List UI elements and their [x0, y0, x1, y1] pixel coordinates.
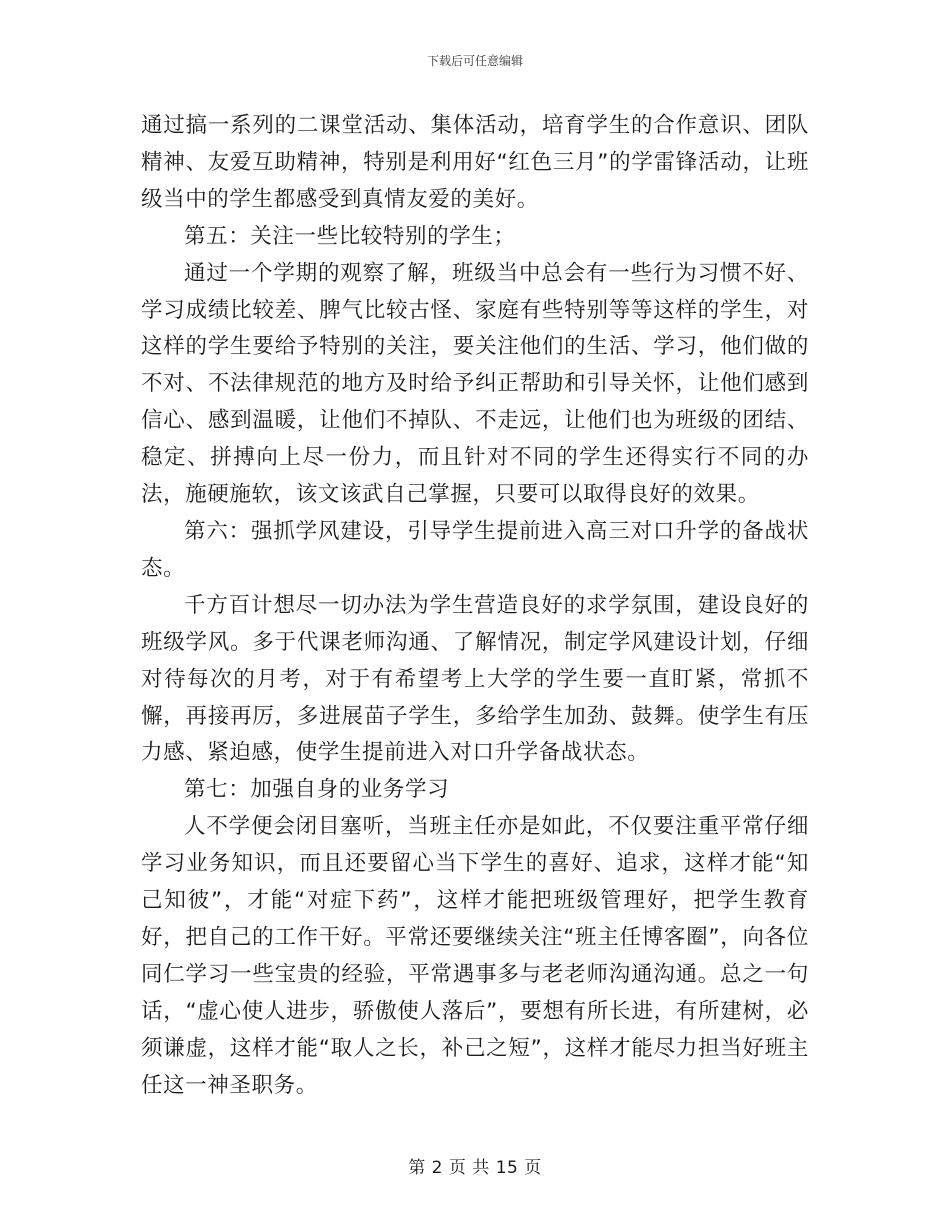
- paragraph-continuation: 通过搞一系列的二课堂活动、集体活动，培育学生的合作意识、团队精神、友爱互助精神，特别是利用好“红色三月”的学雷锋活动，让班级当中的学生都感受到真情友爱的美好。: [141, 113, 809, 212]
- section-heading-5: 第五：关注一些比较特别的学生；: [184, 223, 516, 249]
- section-heading-7: 第七：加强自身的业务学习: [184, 777, 450, 803]
- paragraph: 千方百计想尽一切办法为学生营造良好的求学氛围，建设良好的班级学风。多于代课老师沟通、了解情况，制定学风建设计划，仔细对待每次的月考，对于有希望考上大学的学生要一直盯紧，常抓不懈，再接再厉，多进展苗子学生，多给学生加劲、鼓舞。使学生有压力感、紧迫感，使学生提前进入对口升学备战状态。: [141, 592, 809, 766]
- section-heading-6: 第六：强抓学风建设，引导学生提前进入高三对口升学的备战状态。: [141, 518, 809, 581]
- document-body: [141, 108, 809, 1104]
- paragraph: 通过一个学期的观察了解，班级当中总会有一些行为习惯不好、学习成绩比较差、脾气比较古怪、家庭有些特别等等这样的学生，对这样的学生要给予特别的关注，要关注他们的生活、学习，他们做的不对、不法律规范的地方及时给予纠正帮助和引导关怀，让他们感到信心、感到温暖，让他们不掉队、不走远，让他们也为班级的团结、稳定、拼搏向上尽一份力，而且针对不同的学生还得实行不同的办法，施硬施软，该文该武自己掌握，只要可以取得良好的效果。: [141, 260, 809, 508]
- page-number-label: 第 2 页 共 15 页: [408, 1158, 542, 1178]
- page-footer: [0, 1153, 950, 1178]
- paragraph: 人不学便会闭目塞听，当班主任亦是如此，不仅要注重平常仔细学习业务知识，而且还要留心当下学生的喜好、追求，这样才能“知己知彼”，才能“对症下药”，这样才能把班级管理好，把学生教育好，把自己的工作干好。平常还要继续关注“班主任博客圈”，向各位同仁学习一些宝贵的经验，平常遇事多与老老师沟通沟通。总之一句话，“虚心使人进步，骄傲使人落后”，要想有所长进，有所建树，必须谦虚，这样才能“取人之长，补己之短”，这样才能尽力担当好班主任这一神圣职务。: [141, 814, 809, 1098]
- page-header-note: 下载后可任意编辑: [426, 54, 523, 68]
